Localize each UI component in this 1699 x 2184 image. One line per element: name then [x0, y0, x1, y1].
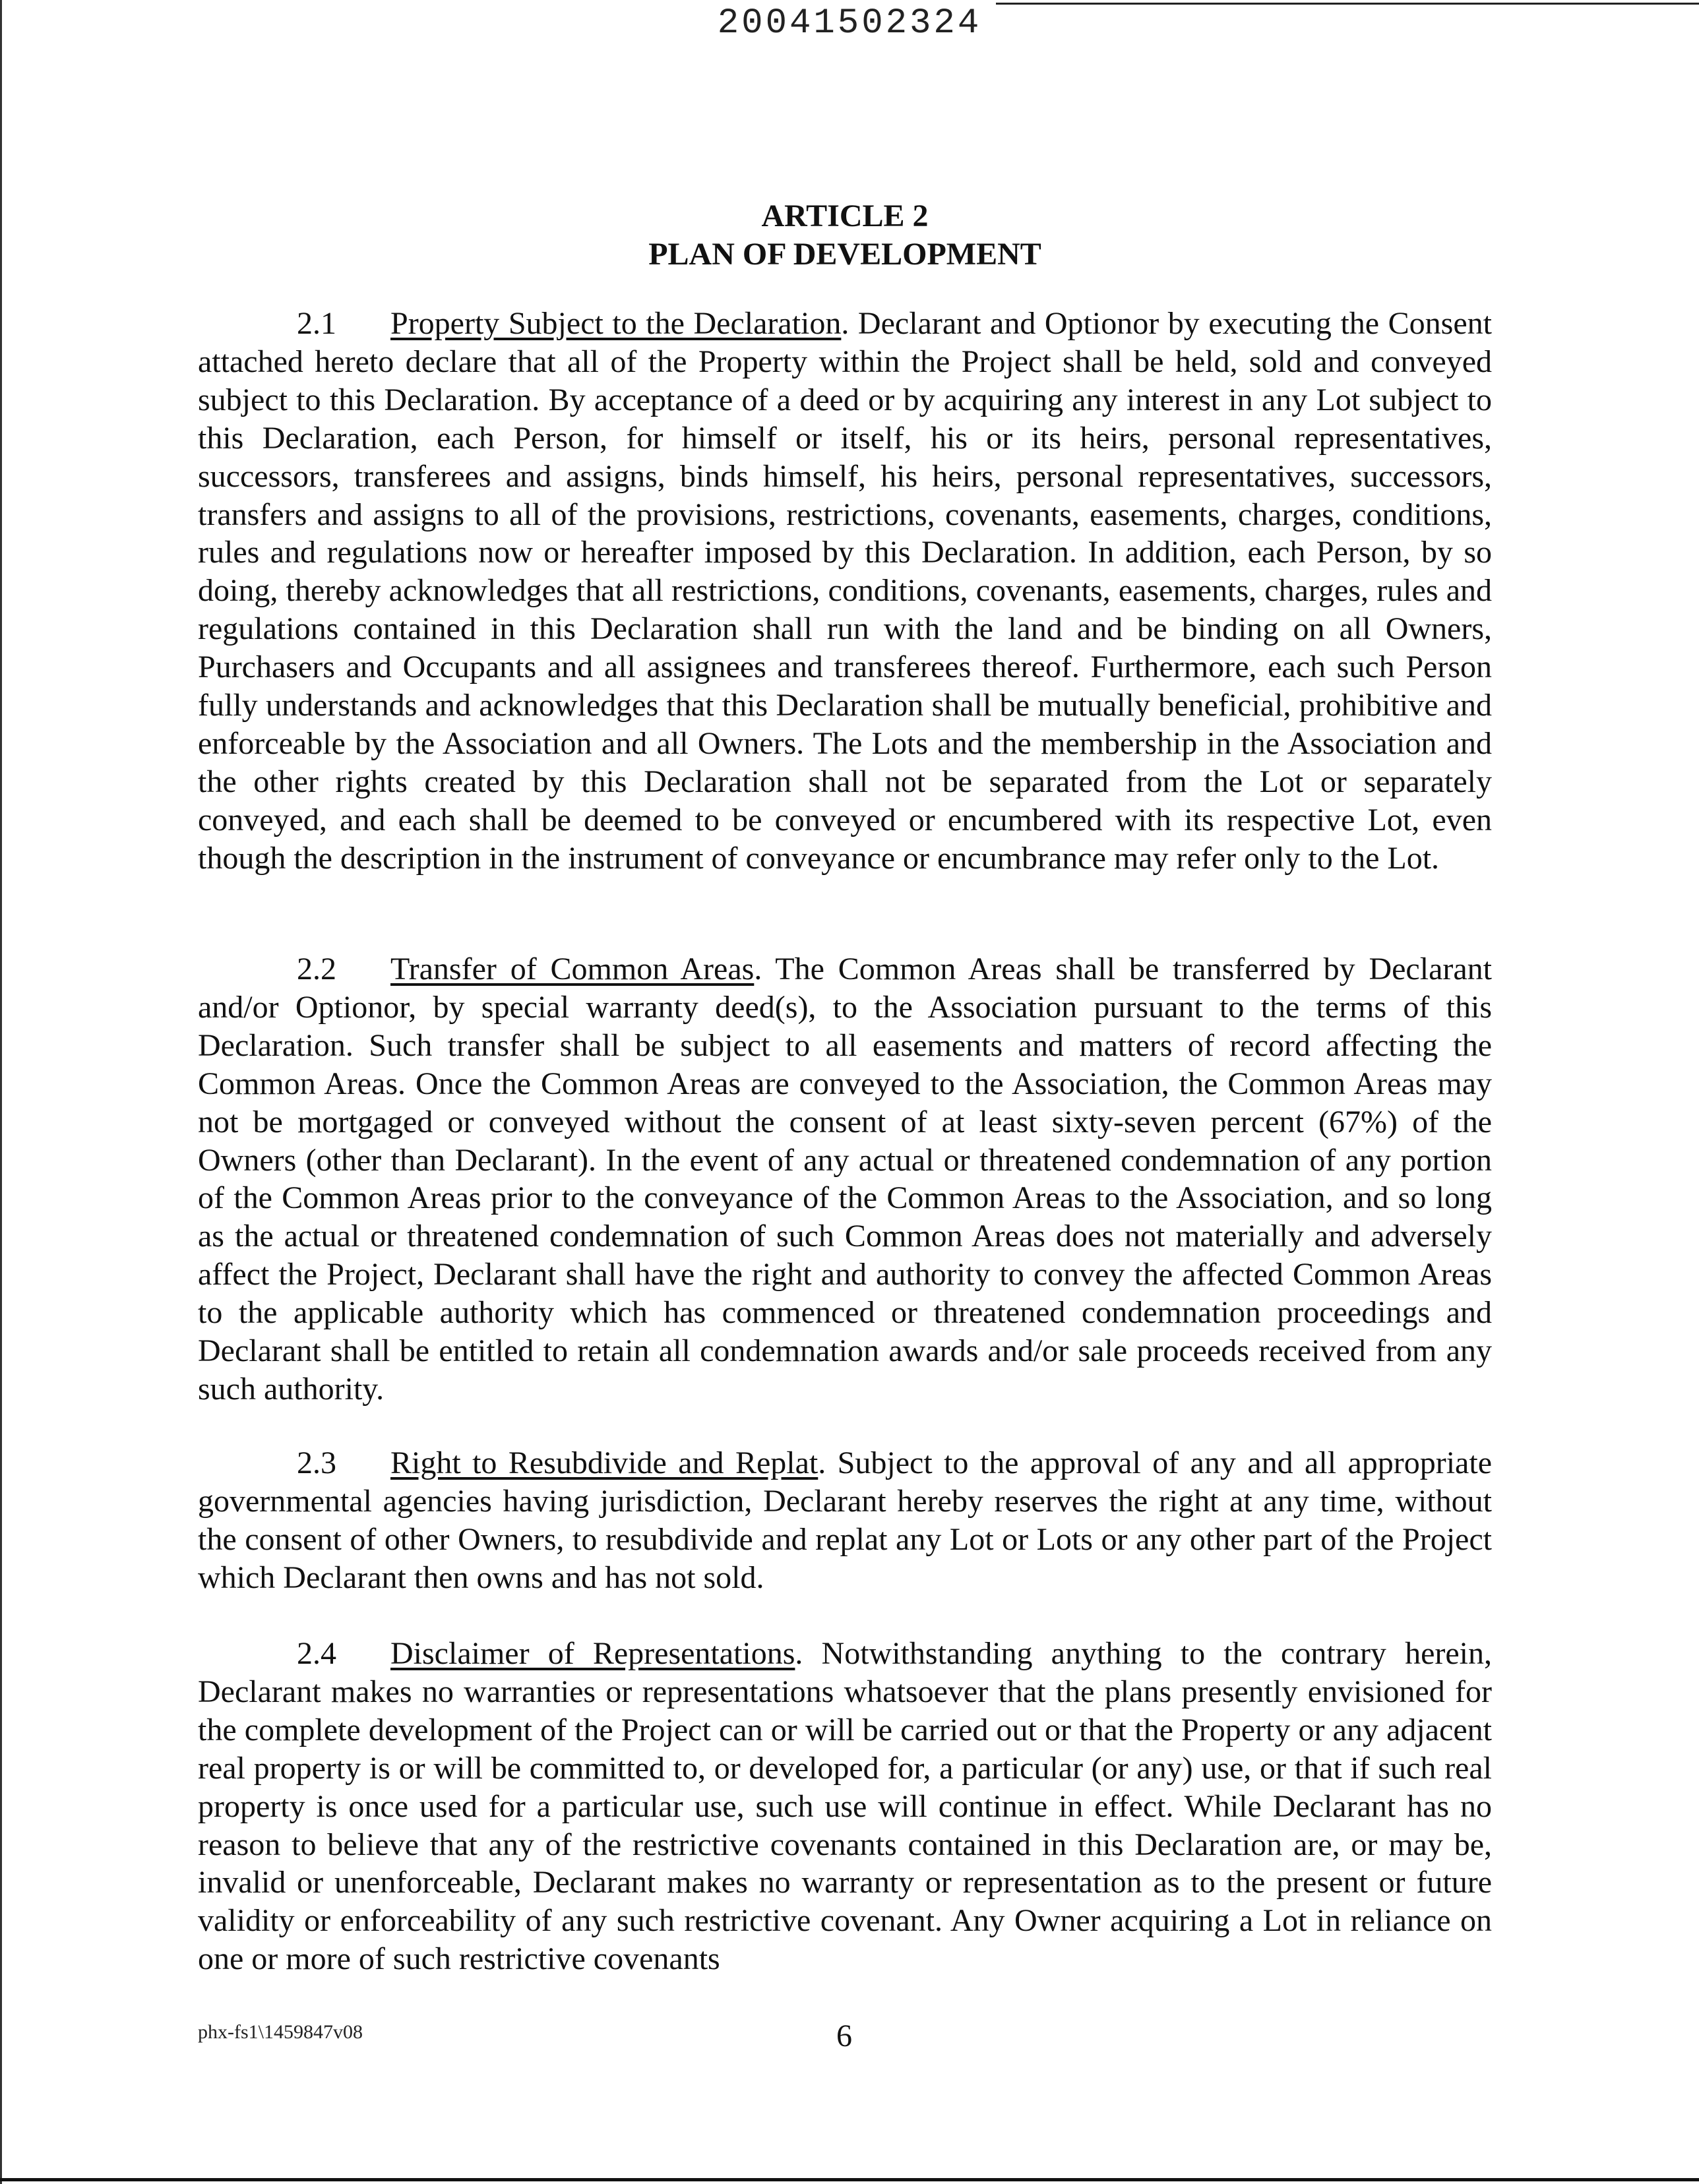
article-number: ARTICLE 2: [761, 198, 929, 233]
section-2-1: [198, 305, 1492, 878]
article-title: PLAN OF DEVELOPMENT: [648, 237, 1041, 272]
section-number: 2.4: [297, 1636, 336, 1671]
section-heading: Disclaimer of Representations: [390, 1636, 795, 1671]
section-body: . Subject to the approval of any and all appropriate governmental agencies having jurisdiction, Declarant hereby reserves the right at any time, without the consent of other Owners, to resubdivide and replat any Lot or Lots or any other part of the Project which Declarant then owns and has not sold.: [198, 1445, 1492, 1595]
section-2-2: [198, 950, 1492, 1409]
bottom-rule: [0, 2178, 1699, 2181]
section-body: . The Common Areas shall be transferred by Declarant and/or Optionor, by special warranty deed(s), to the Association pursuant to the terms of this Declaration. Such transfer shall be subject to all easements and matters of record affecting the Common Areas. Once the Common Areas are conveyed to the Association, the Common Areas may not be mortgaged or conveyed without the consent of at least sixty-seven percent (67%) of the Owners (other than Declarant). In the event of any actual or threatened condemnation of any portion of the Common Areas prior to the conveyance of the Common Areas to the Association, and so long as the actual or threatened condemnation of such Common Areas does not materially and adversely affect the Project, Declarant shall have the right and authority to convey the affected Common Areas to the applicable authority which has commenced or threatened condemnation proceedings and Declarant shall be entitled to retain all condemnation awards and/or sale proceeds received from any such authority.: [198, 952, 1492, 1407]
section-number: 2.1: [297, 306, 336, 341]
section-heading: Right to Resubdivide and Replat: [390, 1445, 819, 1480]
section-body: . Declarant and Optionor by executing the Consent attached hereto declare that all of the Property within the Project shall be held, sold and conveyed subject to this Declaration. By acceptance of a deed or by acquiring any interest in any Lot subject to this Declaration, each Person, for himself or itself, his or its heirs, personal representatives, successors, transferees and assigns, binds himself, his heirs, personal representatives, successors, transfers and assigns to all of the provisions, restrictions, covenants, easements, charges, conditions, rules and regulations now or hereafter imposed by this Declaration. In addition, each Person, by so doing, thereby acknowledges that all restrictions, conditions, covenants, easements, charges, rules and regulations contained in this Declaration shall run with the land and be binding on all Owners, Purchasers and Occupants and all assignees and transferees thereof. Furthermore, each such Person fully understands and acknowledges that this Declaration shall be mutually beneficial, prohibitive and enforceable by the Association and all Owners. The Lots and the membership in the Association and the other rights created by this Declaration shall not be separated from the Lot or separately conveyed, and each shall be deemed to be conveyed or encumbered with its respective Lot, even though the description in the instrument of conveyance or encumbrance may refer only to the Lot.: [198, 306, 1492, 876]
page-number: 6: [836, 2018, 852, 2053]
section-2-4: [198, 1635, 1492, 1978]
footer-file-id: phx-fs1\1459847v08: [198, 2021, 363, 2043]
left-edge-rule: [0, 0, 2, 2184]
section-body: . Notwithstanding anything to the contrary herein, Declarant makes no warranties or representations whatsoever that the plans presently envisioned for the complete development of the Project can or will be carried out or that the Property or any adjacent real property is or will be committed to, or developed for, a particular (or any) use, or that if such real property is once used for a particular use, such use will continue in effect. While Declarant has no reason to believe that any of the restrictive covenants contained in this Declaration are, or may be, invalid or unenforceable, Declarant makes no warranty or representation as to the present or future validity or enforceability of any such restrictive covenant. Any Owner acquiring a Lot in reliance on one or more of such restrictive covenants: [198, 1636, 1492, 1977]
section-heading: Property Subject to the Declaration: [390, 306, 842, 341]
section-number: 2.2: [297, 952, 336, 986]
document-number: 20041502324: [717, 3, 982, 44]
section-2-3: [198, 1444, 1492, 1597]
section-number: 2.3: [297, 1445, 336, 1480]
section-heading: Transfer of Common Areas: [390, 952, 755, 986]
